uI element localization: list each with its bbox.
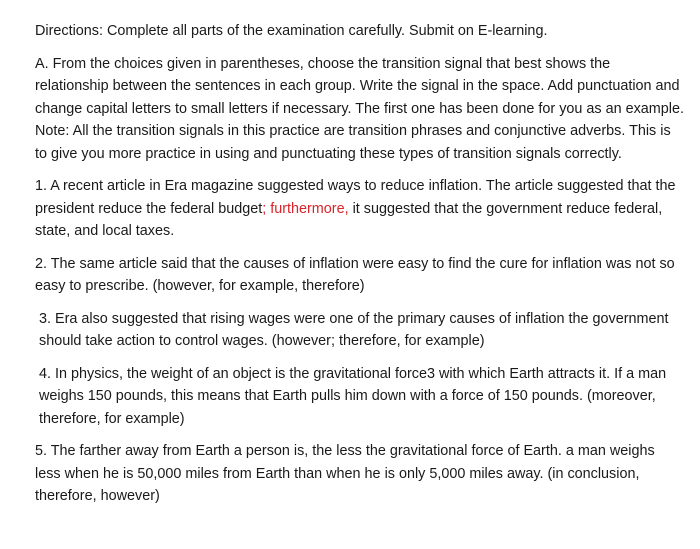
question-3: 3. Era also suggested that rising wages were one of the primary causes of inflation the government should take action to control wages. (however; therefore, for example) xyxy=(39,310,669,349)
question-1 xyxy=(35,175,684,243)
question-4: 4. In physics, the weight of an object is the gravitational force3 with which Earth attracts it. If a man weighs 150 pounds, this means that Earth pulls him down with a force of 150 pounds. (moreover, therefore, for example) xyxy=(39,365,667,427)
section-a-instructions: A. From the choices given in parentheses, choose the transition signal that best shows the relationship between the sentences in each group. Write the signal in the space. Add punctuation and change capital letters to small letters if necessary. The first one has been done for you as an example. Note: All the transition signals in this practice are transition phrases and conjunctive adverbs. This is to give you more practice in using and punctuating these types of transition signals correctly. xyxy=(35,55,684,162)
question-5: 5. The farther away from Earth a person is, the less the gravitational force of Earth. a man weighs less when he is 50,000 miles from Earth than when he is only 5,000 miles away. (in conclusion, therefore, however) xyxy=(35,443,655,504)
question-1-text-after: it suggested that the government reduce federal, state, and local taxes. xyxy=(35,200,663,239)
question-2: 2. The same article said that the causes of inflation were easy to find the cure for inflation was not so easy to prescribe. (however, for example, therefore) xyxy=(35,255,675,294)
question-1-answer: ; furthermore, xyxy=(262,200,349,217)
directions-text: Directions: Complete all parts of the examination carefully. Submit on E-learning. xyxy=(35,23,548,39)
question-1-text-before: 1. A recent article in Era magazine suggested ways to reduce inflation. The article suggested that the president reduce the federal budget xyxy=(35,178,676,217)
